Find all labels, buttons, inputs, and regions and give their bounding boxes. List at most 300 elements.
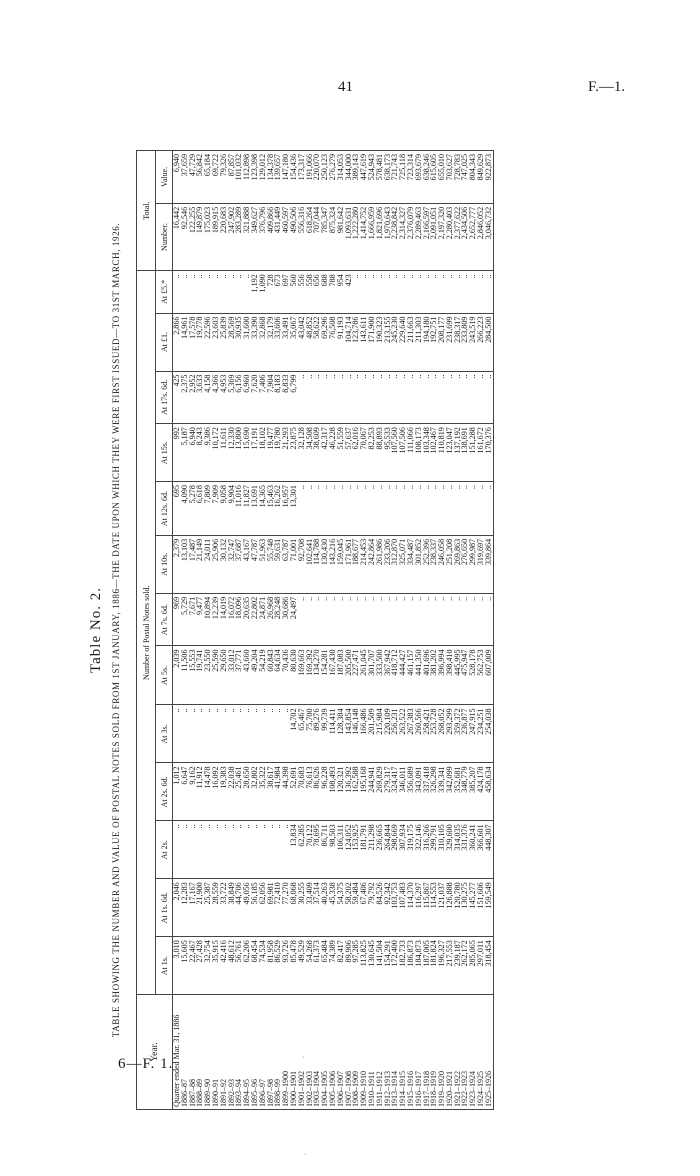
table-row bbox=[259, 151, 267, 1110]
count-cell: 242,864 bbox=[368, 535, 376, 593]
count-cell: 60,843 bbox=[267, 646, 275, 705]
count-cell: 285,065 bbox=[469, 937, 477, 995]
count-cell: 981,642 bbox=[337, 203, 345, 270]
year-cell: 1887–88 bbox=[189, 995, 197, 1110]
count-cell: 5,278 bbox=[189, 482, 197, 536]
count-cell: 62,056 bbox=[259, 879, 267, 937]
count-cell: .. bbox=[469, 271, 477, 313]
count-cell: 5,187 bbox=[181, 424, 189, 482]
count-cell: .. bbox=[446, 371, 454, 424]
count-cell: 7,809 bbox=[204, 482, 212, 536]
count-cell: 220,109 bbox=[384, 705, 392, 763]
count-cell: .. bbox=[173, 705, 181, 763]
count-cell: 214,453 bbox=[360, 535, 368, 593]
column-header: At 1s. 6d. bbox=[156, 879, 173, 937]
count-cell: 108,493 bbox=[329, 763, 337, 821]
count-cell: 211,298 bbox=[368, 821, 376, 879]
year-cell: 1907–1908 bbox=[345, 995, 353, 1110]
count-cell: 17,191 bbox=[251, 424, 259, 482]
count-cell: 349,627 bbox=[251, 203, 259, 270]
count-cell: 299,791 bbox=[430, 821, 438, 879]
count-cell: 86,529 bbox=[274, 937, 282, 995]
count-cell: 785,347 bbox=[321, 203, 329, 270]
column-header: At 5s. bbox=[156, 646, 173, 705]
year-cell: 1919–1920 bbox=[438, 995, 446, 1110]
count-cell: .. bbox=[212, 705, 220, 763]
count-cell: 43,042 bbox=[298, 313, 306, 371]
count-cell: 2,289,463 bbox=[415, 203, 423, 270]
count-cell: 35,915 bbox=[212, 937, 220, 995]
year-cell: 1892–93 bbox=[228, 995, 236, 1110]
count-cell: .. bbox=[259, 705, 267, 763]
count-cell: 121,037 bbox=[438, 879, 446, 937]
count-cell: 444,427 bbox=[399, 646, 407, 705]
count-cell: .. bbox=[235, 821, 243, 879]
count-cell: 74,389 bbox=[329, 937, 337, 995]
column-header: At 7s. 6d. bbox=[156, 593, 173, 646]
count-cell: 86,626 bbox=[313, 763, 321, 821]
count-cell: 260,566 bbox=[415, 705, 423, 763]
count-cell: .. bbox=[282, 705, 290, 763]
count-cell: 134,270 bbox=[313, 646, 321, 705]
count-cell: .. bbox=[469, 371, 477, 424]
count-cell: 238,337 bbox=[430, 535, 438, 593]
count-cell: .. bbox=[204, 271, 212, 313]
count-cell: 266,223 bbox=[477, 313, 485, 371]
sold-group-header: Number of Postal Notes sold. bbox=[137, 271, 156, 995]
count-cell: 251,208 bbox=[446, 535, 454, 593]
count-cell: .. bbox=[423, 593, 431, 646]
count-cell: 2,280,403 bbox=[446, 203, 454, 270]
count-cell: .. bbox=[384, 593, 392, 646]
count-cell: 82,253 bbox=[368, 424, 376, 482]
value-cell: 344,000 bbox=[345, 151, 353, 204]
count-cell: 11,611 bbox=[220, 424, 228, 482]
count-cell: 2,166,597 bbox=[423, 203, 431, 270]
count-cell: .. bbox=[243, 821, 251, 879]
value-cell: 638,173 bbox=[384, 151, 392, 204]
count-cell: 688 bbox=[321, 271, 329, 313]
count-cell: .. bbox=[352, 371, 360, 424]
count-cell: .. bbox=[298, 593, 306, 646]
count-cell: 37,514 bbox=[313, 879, 321, 937]
count-cell: 24,497 bbox=[290, 593, 298, 646]
count-cell: .. bbox=[267, 821, 275, 879]
table-row bbox=[274, 151, 282, 1110]
year-cell: 1911–1912 bbox=[376, 995, 384, 1110]
year-cell: 1904–1905 bbox=[321, 995, 329, 1110]
count-cell: .. bbox=[461, 271, 469, 313]
value-cell: 123,398 bbox=[251, 151, 259, 204]
count-cell: 5,729 bbox=[181, 593, 189, 646]
count-cell: 181,824 bbox=[430, 937, 438, 995]
count-cell: 47,787 bbox=[251, 535, 259, 593]
count-cell: 276,650 bbox=[461, 535, 469, 593]
count-cell: 11,016 bbox=[235, 482, 243, 536]
count-cell: 239,187 bbox=[454, 937, 462, 995]
count-cell: 37,771 bbox=[235, 646, 243, 705]
count-cell: 10,894 bbox=[204, 593, 212, 646]
table-row bbox=[306, 151, 314, 1110]
count-cell: 352,681 bbox=[454, 763, 462, 821]
count-cell: .. bbox=[469, 482, 477, 536]
count-cell: 2,091,051 bbox=[430, 203, 438, 270]
count-cell: .. bbox=[391, 271, 399, 313]
column-header: At 2s. bbox=[156, 821, 173, 879]
value-cell: 134,378 bbox=[267, 151, 275, 204]
count-cell: 2,434,506 bbox=[461, 203, 469, 270]
count-cell: 98,503 bbox=[329, 821, 337, 879]
count-cell: 316,266 bbox=[423, 821, 431, 879]
count-cell: 253,728 bbox=[430, 705, 438, 763]
count-cell: 37,687 bbox=[235, 535, 243, 593]
count-cell: .. bbox=[298, 482, 306, 536]
count-cell: 49,529 bbox=[298, 937, 306, 995]
table-row bbox=[282, 151, 290, 1110]
count-cell: 215,984 bbox=[376, 705, 384, 763]
count-cell: 38,609 bbox=[313, 424, 321, 482]
year-cell: 1900–1901 bbox=[290, 995, 298, 1110]
count-cell: .. bbox=[384, 371, 392, 424]
count-cell: 14,961 bbox=[181, 313, 189, 371]
count-cell: 14,478 bbox=[204, 763, 212, 821]
count-cell: 107,560 bbox=[391, 424, 399, 482]
count-cell: .. bbox=[251, 821, 259, 879]
count-cell: 32,128 bbox=[298, 424, 306, 482]
count-cell: .. bbox=[204, 821, 212, 879]
count-cell: 24,871 bbox=[259, 593, 267, 646]
count-cell: .. bbox=[384, 482, 392, 536]
count-cell: .. bbox=[360, 271, 368, 313]
year-cell: 1886–87 bbox=[181, 995, 189, 1110]
count-cell: .. bbox=[337, 371, 345, 424]
count-cell: .. bbox=[360, 593, 368, 646]
count-cell: 89,276 bbox=[313, 705, 321, 763]
count-cell: .. bbox=[173, 821, 181, 879]
year-cell: 1899–1900 bbox=[282, 995, 290, 1110]
count-cell: 28,559 bbox=[212, 879, 220, 937]
year-cell: 1920–1921 bbox=[446, 995, 454, 1110]
count-cell: .. bbox=[298, 371, 306, 424]
count-cell: 67,406 bbox=[360, 879, 368, 937]
count-cell: 301,707 bbox=[368, 646, 376, 705]
count-cell: 13,834 bbox=[290, 821, 298, 879]
count-cell: 381,202 bbox=[430, 646, 438, 705]
count-cell: .. bbox=[181, 821, 189, 879]
column-header: At £5.* bbox=[156, 271, 173, 313]
count-cell: .. bbox=[352, 482, 360, 536]
count-cell: 102,641 bbox=[306, 535, 314, 593]
count-cell: 55,748 bbox=[267, 535, 275, 593]
count-cell: 279,317 bbox=[384, 763, 392, 821]
count-cell: 312,870 bbox=[391, 535, 399, 593]
count-cell: .. bbox=[274, 705, 282, 763]
count-cell: 146,148 bbox=[352, 705, 360, 763]
count-cell: .. bbox=[430, 593, 438, 646]
count-cell: 425 bbox=[173, 371, 181, 424]
count-cell: 33,491 bbox=[282, 313, 290, 371]
count-cell: 33,409 bbox=[306, 879, 314, 937]
count-cell: 49,056 bbox=[243, 879, 251, 937]
count-cell: 25,906 bbox=[212, 535, 220, 593]
count-cell: 115,867 bbox=[423, 879, 431, 937]
count-cell: 43,167 bbox=[243, 535, 251, 593]
count-cell: 423 bbox=[345, 271, 353, 313]
count-cell: .. bbox=[485, 482, 493, 536]
count-cell: 114,553 bbox=[430, 879, 438, 937]
count-cell: .. bbox=[368, 371, 376, 424]
count-cell: 35,322 bbox=[259, 763, 267, 821]
count-cell: .. bbox=[438, 271, 446, 313]
count-cell: 2,866 bbox=[173, 313, 181, 371]
count-cell: .. bbox=[235, 271, 243, 313]
count-cell: 558 bbox=[306, 271, 314, 313]
count-cell: 103,348 bbox=[423, 424, 431, 482]
count-cell: 122,255 bbox=[189, 203, 197, 270]
year-cell: 1914–1915 bbox=[399, 995, 407, 1110]
count-cell: 12,330 bbox=[228, 424, 236, 482]
count-cell: 79,792 bbox=[368, 879, 376, 937]
column-header: At 10s. bbox=[156, 535, 173, 593]
count-cell: 2,314,327 bbox=[399, 203, 407, 270]
count-cell: 2,952 bbox=[189, 371, 197, 424]
count-cell: 21,149 bbox=[196, 535, 204, 593]
count-cell: 33,012 bbox=[228, 646, 236, 705]
count-cell: 19,778 bbox=[196, 313, 204, 371]
value-cell: 804,343 bbox=[469, 151, 477, 204]
count-cell: 307,934 bbox=[399, 821, 407, 879]
count-cell: 71,001 bbox=[290, 535, 298, 593]
count-cell: 2,376,079 bbox=[407, 203, 415, 270]
count-cell: 4,158 bbox=[204, 371, 212, 424]
count-cell: 54,219 bbox=[259, 646, 267, 705]
count-cell: .. bbox=[189, 705, 197, 763]
count-cell: .. bbox=[228, 705, 236, 763]
year-cell: Quarter ended Mar. 31, 1886 bbox=[173, 995, 181, 1110]
count-cell: .. bbox=[438, 593, 446, 646]
count-cell: 254,038 bbox=[485, 705, 493, 763]
count-cell: 162,588 bbox=[352, 763, 360, 821]
value-cell: 173,317 bbox=[298, 151, 306, 204]
count-cell: 159,045 bbox=[337, 535, 345, 593]
count-cell: 339,341 bbox=[438, 763, 446, 821]
count-cell: 97,285 bbox=[352, 937, 360, 995]
count-cell: .. bbox=[376, 593, 384, 646]
count-cell: .. bbox=[329, 593, 337, 646]
count-cell: 110,819 bbox=[438, 424, 446, 482]
count-cell: 2,379 bbox=[173, 535, 181, 593]
count-cell: 560 bbox=[290, 271, 298, 313]
count-cell: 16,092 bbox=[212, 763, 220, 821]
count-cell: .. bbox=[329, 482, 337, 536]
count-cell: 167,430 bbox=[329, 646, 337, 705]
count-cell: 25,387 bbox=[204, 879, 212, 937]
value-cell: 725,118 bbox=[399, 151, 407, 204]
count-cell: 8,243 bbox=[196, 424, 204, 482]
value-cell: 220,070 bbox=[313, 151, 321, 204]
count-cell: 22,038 bbox=[228, 763, 236, 821]
count-cell: .. bbox=[274, 821, 282, 879]
count-cell: .. bbox=[376, 271, 384, 313]
count-cell: 17,578 bbox=[189, 313, 197, 371]
count-cell: .. bbox=[461, 593, 469, 646]
count-cell: 211,663 bbox=[407, 313, 415, 371]
count-cell: 187,005 bbox=[423, 937, 431, 995]
table-row bbox=[173, 151, 181, 1110]
value-cell: 747,025 bbox=[461, 151, 469, 204]
count-cell: .. bbox=[196, 821, 204, 879]
year-cell: 1908–1909 bbox=[352, 995, 360, 1110]
count-cell: 17,167 bbox=[189, 879, 197, 937]
folio-code: F.—1. bbox=[588, 79, 626, 95]
count-cell: 159,549 bbox=[485, 879, 493, 937]
count-cell: 398,410 bbox=[446, 646, 454, 705]
count-cell: 267,383 bbox=[407, 705, 415, 763]
count-cell: 2,046 bbox=[173, 879, 181, 937]
count-cell: 13,800 bbox=[235, 424, 243, 482]
count-cell: 130,430 bbox=[321, 535, 329, 593]
page-number: 41 bbox=[338, 79, 353, 95]
postal-notes-table bbox=[136, 150, 494, 1110]
count-cell: 258,421 bbox=[423, 705, 431, 763]
count-cell: 95,533 bbox=[384, 424, 392, 482]
count-cell: .. bbox=[282, 821, 290, 879]
count-cell: 7,904 bbox=[267, 371, 275, 424]
count-cell: 32,868 bbox=[259, 313, 267, 371]
count-cell: .. bbox=[477, 482, 485, 536]
count-cell: .. bbox=[407, 371, 415, 424]
count-cell: 34,508 bbox=[306, 424, 314, 482]
count-cell: 6,960 bbox=[243, 371, 251, 424]
count-cell: 229,640 bbox=[399, 313, 407, 371]
count-cell: .. bbox=[173, 271, 181, 313]
count-cell: 8,183 bbox=[274, 371, 282, 424]
count-cell: 153,925 bbox=[352, 821, 360, 879]
count-cell: 460,597 bbox=[282, 203, 290, 270]
count-cell: 13,691 bbox=[251, 482, 259, 536]
table-row bbox=[313, 151, 321, 1110]
count-cell: 247,902 bbox=[228, 203, 236, 270]
table-row bbox=[228, 151, 236, 1110]
count-cell: 6,940 bbox=[189, 424, 197, 482]
year-header: Year. bbox=[137, 995, 173, 1110]
count-cell: 49,204 bbox=[251, 646, 259, 705]
table-row bbox=[196, 151, 204, 1110]
count-cell: 238,317 bbox=[454, 313, 462, 371]
count-cell: 59,631 bbox=[274, 535, 282, 593]
table-row bbox=[243, 151, 251, 1110]
count-cell: 4,953 bbox=[220, 371, 228, 424]
count-cell: 58,202 bbox=[345, 879, 353, 937]
year-cell: 1895–96 bbox=[251, 995, 259, 1110]
count-cell: 10,172 bbox=[212, 424, 220, 482]
count-cell: 56,761 bbox=[235, 937, 243, 995]
count-cell: 74,534 bbox=[259, 937, 267, 995]
count-cell: 284,500 bbox=[485, 313, 493, 371]
table-row bbox=[267, 151, 275, 1110]
count-cell: 673 bbox=[274, 271, 282, 313]
count-cell: 18,102 bbox=[259, 424, 267, 482]
table-row bbox=[251, 151, 259, 1110]
count-cell: .. bbox=[345, 482, 353, 536]
count-cell: 51,963 bbox=[259, 535, 267, 593]
count-cell: .. bbox=[407, 482, 415, 536]
count-cell: 92,708 bbox=[298, 535, 306, 593]
value-cell: 389,143 bbox=[352, 151, 360, 204]
count-cell: 15,690 bbox=[243, 424, 251, 482]
count-cell: 268,052 bbox=[438, 705, 446, 763]
count-cell: 1,222,280 bbox=[352, 203, 360, 270]
count-cell: 61,373 bbox=[313, 937, 321, 995]
count-cell: 42,317 bbox=[321, 424, 329, 482]
value-cell: 37,659 bbox=[181, 151, 189, 204]
year-cell: 1906–1907 bbox=[337, 995, 345, 1110]
count-cell: 141,504 bbox=[376, 937, 384, 995]
column-header: At 12s. 6d. bbox=[156, 482, 173, 536]
count-cell: 12,239 bbox=[212, 593, 220, 646]
count-cell: 54,268 bbox=[306, 937, 314, 995]
count-cell: 16,442 bbox=[173, 203, 181, 270]
count-cell: 113,825 bbox=[360, 937, 368, 995]
count-cell: 169,392 bbox=[306, 646, 314, 705]
count-cell: .. bbox=[376, 371, 384, 424]
count-cell: 196,327 bbox=[438, 937, 446, 995]
count-cell: 44,706 bbox=[235, 879, 243, 937]
count-cell: .. bbox=[423, 271, 431, 313]
column-header: Value. bbox=[156, 151, 173, 204]
column-header: At 15s. bbox=[156, 424, 173, 482]
print-speck: · bbox=[304, 1150, 307, 1159]
count-cell: 231,699 bbox=[446, 313, 454, 371]
count-cell: 2,039 bbox=[173, 646, 181, 705]
count-cell: 314,035 bbox=[454, 821, 462, 879]
count-cell: .. bbox=[181, 705, 189, 763]
count-cell: 143,854 bbox=[345, 705, 353, 763]
count-cell: 5,369 bbox=[228, 371, 236, 424]
count-cell: 64,634 bbox=[274, 646, 282, 705]
count-cell: 14,019 bbox=[220, 593, 228, 646]
count-cell: .. bbox=[321, 593, 329, 646]
count-cell: .. bbox=[306, 593, 314, 646]
value-cell: 922,873 bbox=[485, 151, 493, 204]
count-cell: 1,414,752 bbox=[360, 203, 368, 270]
count-cell: 58,622 bbox=[313, 313, 321, 371]
count-cell: .. bbox=[384, 271, 392, 313]
value-cell: 79,326 bbox=[220, 151, 228, 204]
count-cell: .. bbox=[360, 482, 368, 536]
count-cell: 86,711 bbox=[321, 821, 329, 879]
count-cell: 23,550 bbox=[204, 646, 212, 705]
count-cell: 124,052 bbox=[345, 821, 353, 879]
count-cell: .. bbox=[415, 593, 423, 646]
count-cell: 233,206 bbox=[384, 535, 392, 593]
count-cell: 360,241 bbox=[469, 821, 477, 879]
count-cell: .. bbox=[399, 271, 407, 313]
count-cell: .. bbox=[391, 593, 399, 646]
count-cell: 45,338 bbox=[329, 879, 337, 937]
count-cell: 339,864 bbox=[485, 535, 493, 593]
count-cell: 70,122 bbox=[306, 821, 314, 879]
count-cell: .. bbox=[446, 271, 454, 313]
count-cell: .. bbox=[399, 593, 407, 646]
count-cell: .. bbox=[228, 821, 236, 879]
count-cell: 409,866 bbox=[267, 203, 275, 270]
count-cell: .. bbox=[407, 593, 415, 646]
count-cell: 23,603 bbox=[212, 313, 220, 371]
count-cell: .. bbox=[485, 371, 493, 424]
value-cell: 47,729 bbox=[189, 151, 197, 204]
count-cell: 236,665 bbox=[376, 821, 384, 879]
